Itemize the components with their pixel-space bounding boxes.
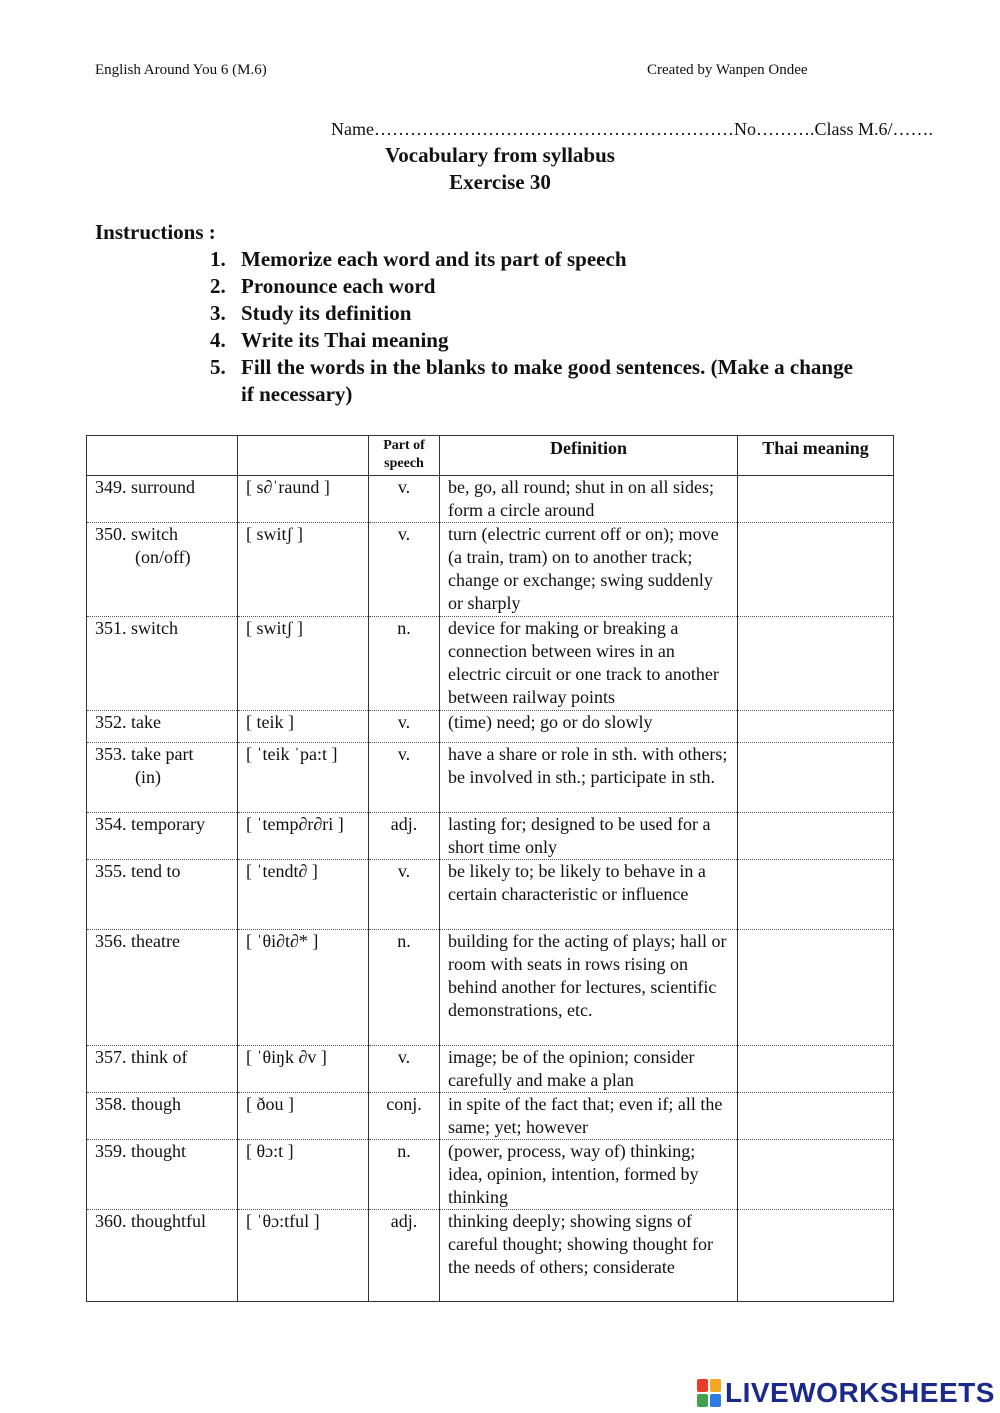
table-row (87, 476, 894, 523)
part-of-speech-cell: v. (369, 523, 440, 617)
instruction-item (210, 300, 870, 327)
definition-cell: building for the acting of plays; hall or room with seats in rows rising on behind another for lectures, scientific demonstrations, etc. (440, 930, 738, 1046)
thai-meaning-cell[interactable] (738, 813, 894, 860)
page-title: Vocabulary from syllabus (385, 143, 615, 167)
thai-meaning-cell[interactable] (738, 1046, 894, 1093)
part-of-speech-cell: n. (369, 617, 440, 711)
word-cell (87, 743, 238, 813)
table-row (87, 711, 894, 743)
instruction-number: 1. (210, 247, 226, 271)
thai-meaning-cell[interactable] (738, 860, 894, 930)
logo-icon (697, 1379, 721, 1407)
table-row (87, 930, 894, 1046)
table-row (87, 1046, 894, 1093)
thai-meaning-cell[interactable] (738, 1093, 894, 1140)
instruction-text: Fill the words in the blanks to make good sentences. (Make a change if necessary) (241, 355, 853, 406)
header-course: English Around You 6 (M.6) (95, 62, 267, 78)
pronunciation-cell: [ ˈθɔ:tful ] (238, 1210, 369, 1302)
pronunciation-cell: [ ˈtemp∂r∂ri ] (238, 813, 369, 860)
word-text: 350. switch (95, 524, 178, 544)
instruction-item (210, 354, 870, 408)
definition-cell: turn (electric current off or on); move (a train, tram) on to another track; change or exchange; swing suddenly or sharply (440, 523, 738, 617)
instruction-text: Write its Thai meaning (241, 328, 449, 352)
logo-square (697, 1394, 708, 1407)
thai-meaning-cell[interactable] (738, 1210, 894, 1302)
part-of-speech-cell: n. (369, 930, 440, 1046)
part-of-speech-cell: v. (369, 743, 440, 813)
table-row (87, 813, 894, 860)
pronunciation-cell: [ ˈtendt∂ ] (238, 860, 369, 930)
table-row (87, 1140, 894, 1210)
word-cell (87, 1093, 238, 1140)
thai-meaning-cell[interactable] (738, 711, 894, 743)
part-of-speech-cell: v. (369, 476, 440, 523)
word-text: 360. thoughtful (95, 1211, 206, 1231)
table-row (87, 617, 894, 711)
pronunciation-cell: [ s∂ˈraund ] (238, 476, 369, 523)
definition-cell: be, go, all round; shut in on all sides; form a circle around (440, 476, 738, 523)
definition-cell: have a share or role in sth. with others; be involved in sth.; participate in sth. (440, 743, 738, 813)
instruction-item (210, 246, 870, 273)
word-cell (87, 476, 238, 523)
part-of-speech-cell: v. (369, 711, 440, 743)
instructions-heading: Instructions : (95, 220, 216, 244)
table-row (87, 743, 894, 813)
definition-cell: (time) need; go or do slowly (440, 711, 738, 743)
instruction-item (210, 273, 870, 300)
pronunciation-cell: [ θɔ:t ] (238, 1140, 369, 1210)
pronunciation-cell: [ switʃ ] (238, 617, 369, 711)
pronunciation-cell: [ switʃ ] (238, 523, 369, 617)
definition-cell: device for making or breaking a connection between wires in an electric circuit or one track to another between railway points (440, 617, 738, 711)
word-suffix: (in) (135, 767, 161, 787)
pronunciation-cell: [ ˈθi∂t∂* ] (238, 930, 369, 1046)
part-of-speech-cell: adj. (369, 813, 440, 860)
definition-cell: image; be of the opinion; consider carefully and make a plan (440, 1046, 738, 1093)
word-text: 356. theatre (95, 931, 180, 951)
word-text: 358. though (95, 1094, 182, 1114)
thai-meaning-cell[interactable] (738, 476, 894, 523)
word-cell (87, 1046, 238, 1093)
part-of-speech-cell: adj. (369, 1210, 440, 1302)
logo-text: LIVEWORKSHEETS (725, 1377, 995, 1408)
part-of-speech-cell: conj. (369, 1093, 440, 1140)
logo-square (710, 1379, 721, 1392)
definition-cell: thinking deeply; showing signs of careful thought; showing thought for the needs of others; considerate (440, 1210, 738, 1302)
table-row (87, 1093, 894, 1140)
instruction-number: 4. (210, 328, 226, 352)
word-text: 349. surround (95, 477, 195, 497)
word-cell (87, 1140, 238, 1210)
header-word (87, 436, 238, 476)
word-cell (87, 1210, 238, 1302)
thai-meaning-cell[interactable] (738, 617, 894, 711)
pronunciation-cell: [ teik ] (238, 711, 369, 743)
instruction-number: 5. (210, 355, 226, 379)
logo-square (710, 1394, 721, 1407)
pronunciation-cell: [ ðou ] (238, 1093, 369, 1140)
thai-meaning-cell[interactable] (738, 523, 894, 617)
thai-meaning-cell[interactable] (738, 1140, 894, 1210)
word-text: 352. take (95, 712, 161, 732)
vocabulary-table (86, 435, 894, 1302)
instruction-number: 2. (210, 274, 226, 298)
instructions-list (210, 246, 870, 408)
word-cell (87, 813, 238, 860)
thai-meaning-cell[interactable] (738, 930, 894, 1046)
word-cell (87, 523, 238, 617)
word-text: 353. take part (95, 744, 194, 764)
part-of-speech-cell: v. (369, 1046, 440, 1093)
word-cell (87, 860, 238, 930)
instruction-text: Pronounce each word (241, 274, 436, 298)
definition-cell: lasting for; designed to be used for a short time only (440, 813, 738, 860)
word-text: 355. tend to (95, 861, 181, 881)
instruction-text: Study its definition (241, 301, 412, 325)
table-row (87, 860, 894, 930)
table-header-row (87, 436, 894, 476)
pronunciation-cell: [ ˈθiŋk ∂v ] (238, 1046, 369, 1093)
definition-cell: in spite of the fact that; even if; all the same; yet; however (440, 1093, 738, 1140)
pronunciation-cell: [ ˈteik ˈpa:t ] (238, 743, 369, 813)
definition-cell: be likely to; be likely to behave in a certain characteristic or influence (440, 860, 738, 930)
word-text: 351. switch (95, 618, 178, 638)
word-cell (87, 617, 238, 711)
page-subtitle: Exercise 30 (449, 170, 551, 194)
header-author: Created by Wanpen Ondee (647, 62, 808, 78)
word-text: 354. temporary (95, 814, 205, 834)
definition-cell: (power, process, way of) thinking; idea, opinion, intention, formed by thinking (440, 1140, 738, 1210)
liveworksheets-logo (697, 1376, 995, 1410)
table-row (87, 1210, 894, 1302)
header-part-of-speech: Part of speech (369, 436, 440, 476)
header-pronunciation (238, 436, 369, 476)
word-suffix: (on/off) (135, 547, 191, 567)
thai-meaning-cell[interactable] (738, 743, 894, 813)
word-cell (87, 930, 238, 1046)
table-row (87, 523, 894, 617)
instruction-number: 3. (210, 301, 226, 325)
header-definition: Definition (440, 436, 738, 476)
header-thai-meaning: Thai meaning (738, 436, 894, 476)
logo-square (697, 1379, 708, 1392)
vocabulary-table-body (87, 476, 894, 1302)
part-of-speech-cell: n. (369, 1140, 440, 1210)
instruction-item (210, 327, 870, 354)
word-text: 357. think of (95, 1047, 188, 1067)
name-line: Name……………………………………………………No……….Class M.6/……. (331, 119, 933, 139)
word-cell (87, 711, 238, 743)
word-text: 359. thought (95, 1141, 187, 1161)
part-of-speech-cell: v. (369, 860, 440, 930)
instruction-text: Memorize each word and its part of speech (241, 247, 627, 271)
